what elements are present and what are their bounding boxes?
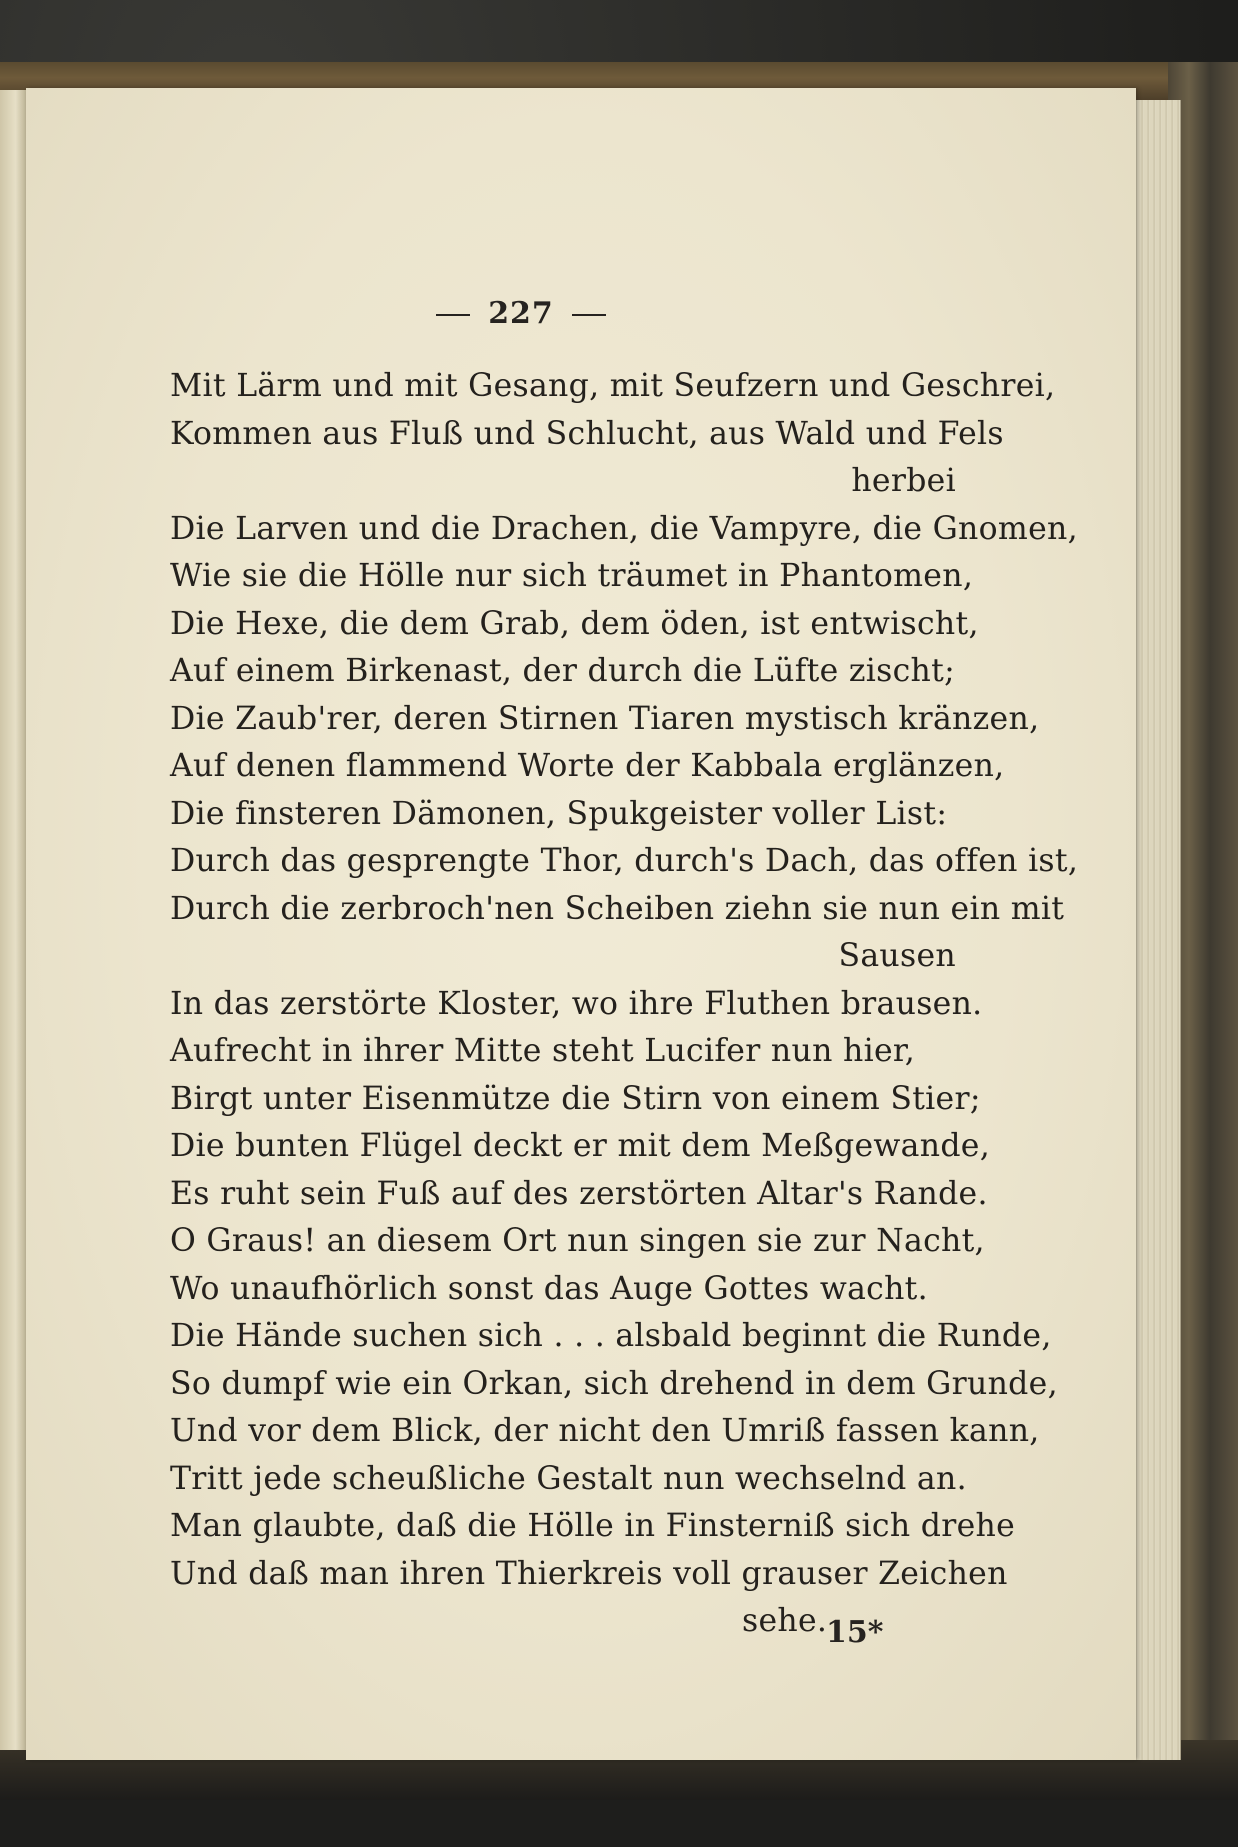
verse-line: Auf einem Birkenast, der durch die Lüfte zischt; (170, 653, 955, 689)
verse-line-continuation: herbei (851, 463, 956, 499)
verse-line: Die finsteren Dämonen, Spukgeister voller List: (170, 795, 948, 832)
sheet-signature: 15* (826, 1615, 884, 1650)
header-dash-left (436, 314, 470, 316)
verse-line: Es ruht sein Fuß auf des zerstörten Altar's Rande. (170, 1175, 988, 1212)
verse-line: Und vor dem Blick, der nicht den Umriß fassen kann, (170, 1413, 1040, 1449)
verse-line: Durch die zerbroch'nen Scheiben ziehn sie nun ein mit (170, 890, 1065, 927)
verse-line: Die bunten Flügel deckt er mit dem Meßgewande, (170, 1128, 991, 1164)
verse-line: Man glaubte, daß die Hölle in Finsterniß sich drehe (170, 1508, 1016, 1544)
verse-line: Die Zaub'rer, deren Stirnen Tiaren mystisch kränzen, (170, 700, 1040, 737)
verse-line-continuation: sehe. (742, 1603, 828, 1639)
verse-line: So dumpf wie ein Orkan, sich drehend in dem Grunde, (170, 1365, 1058, 1402)
verse-line: In das zerstörte Kloster, wo ihre Fluthen brausen. (170, 985, 983, 1022)
page-header (0, 296, 1076, 331)
verse-line: Kommen aus Fluß und Schlucht, aus Wald und Fels (170, 415, 1004, 452)
verse-line: Die Hände suchen sich . . . alsbald beginnt die Runde, (170, 1318, 1052, 1354)
verse-line: Mit Lärm und mit Gesang, mit Seufzern und Geschrei, (170, 368, 1056, 404)
verse-line: Wie sie die Hölle nur sich träumet in Phantomen, (170, 558, 974, 594)
verse-line: O Graus! an diesem Ort nun singen sie zur Nacht, (170, 1223, 985, 1259)
verse-line-continuation: Sausen (838, 938, 956, 974)
poem-text (170, 363, 1079, 1646)
verse-line: Durch das gesprengte Thor, durch's Dach, das offen ist, (170, 843, 1079, 879)
verse-line: Wo unaufhörlich sonst das Auge Gottes wacht. (170, 1270, 928, 1307)
page-number: 227 (488, 296, 554, 331)
page-sheet (26, 88, 1136, 1760)
header-dash-right (572, 314, 606, 316)
facing-page-edge (0, 90, 26, 1750)
verse-line: Tritt jede scheußliche Gestalt nun wechselnd an. (170, 1460, 967, 1497)
verse-line: Die Hexe, die dem Grab, dem öden, ist entwischt, (170, 605, 979, 642)
verse-line: Und daß man ihren Thierkreis voll grauser Zeichen (170, 1555, 1008, 1592)
verse-line: Auf denen flammend Worte der Kabbala erglänzen, (170, 748, 1005, 784)
verse-line: Die Larven und die Drachen, die Vampyre, die Gnomen, (170, 510, 1078, 547)
verse-line: Aufrecht in ihrer Mitte steht Lucifer nun hier, (170, 1033, 916, 1069)
verse-line: Birgt unter Eisenmütze die Stirn von einem Stier; (170, 1080, 981, 1117)
